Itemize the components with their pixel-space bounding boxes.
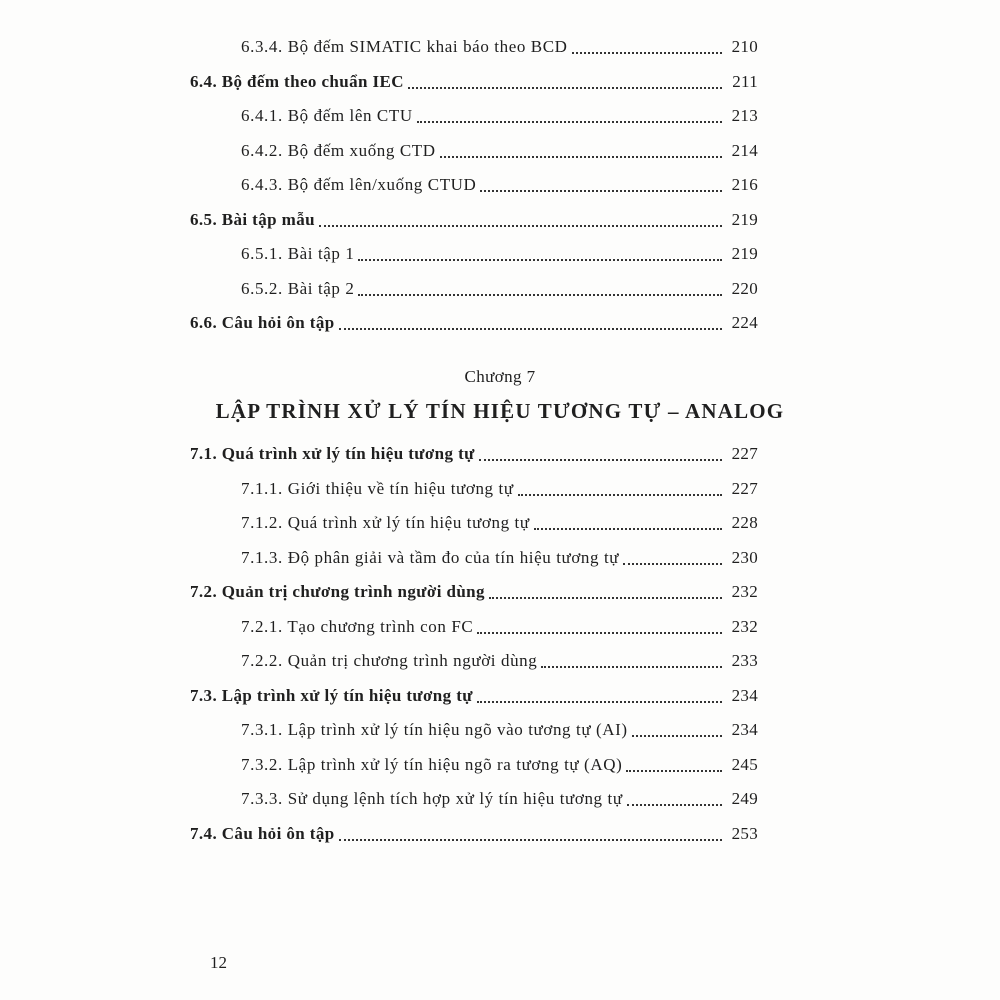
toc-entry [0, 751, 1000, 779]
toc-entry [0, 275, 1000, 303]
toc-entry-label: 7.4. Câu hỏi ôn tập [190, 823, 335, 843]
toc-entry-label: 7.3. Lập trình xử lý tín hiệu tương tự [190, 685, 473, 705]
toc-entry-label: 7.3.3. Sử dụng lệnh tích hợp xử lý tín hiệu tương tự [241, 789, 623, 808]
toc-leader-dots [480, 190, 722, 192]
toc-entry [0, 33, 1000, 61]
toc-entry-label: 6.4.1. Bộ đếm lên CTU [241, 106, 413, 125]
toc-entry-label: 7.3.1. Lập trình xử lý tín hiệu ngõ vào tương tự (AI) [241, 720, 628, 739]
toc-entry [0, 578, 1000, 606]
toc-entry-label: 7.3.2. Lập trình xử lý tín hiệu ngõ ra tương tự (AQ) [241, 754, 623, 774]
toc-entry [0, 102, 1000, 130]
toc-leader-dots [534, 528, 722, 530]
toc-entry-page: 234 [731, 720, 758, 739]
toc-leader-dots [626, 770, 722, 772]
toc-entry-label: 6.4.3. Bộ đếm lên/xuống CTUD [241, 175, 477, 194]
toc-leader-dots [440, 156, 722, 158]
page-number: 12 [210, 953, 227, 972]
toc-entry [0, 137, 1000, 165]
toc-entry [0, 716, 1000, 744]
toc-entry [0, 440, 1000, 468]
toc-entry-label: 6.3.4. Bộ đếm SIMATIC khai báo theo BCD [241, 37, 568, 56]
toc-entry-page: 234 [731, 685, 758, 705]
toc-leader-dots [417, 121, 722, 123]
toc-leader-dots [408, 87, 722, 89]
toc-leader-dots [358, 259, 722, 261]
toc-leader-dots [479, 459, 722, 461]
toc-entry [0, 206, 1000, 234]
toc-entry-label: 6.5.2. Bài tập 2 [241, 278, 355, 298]
toc-entry-page: 233 [731, 651, 758, 670]
toc-entry-label: 6.5. Bài tập mẫu [190, 209, 315, 229]
toc-leader-dots [623, 563, 722, 565]
toc-leader-dots [477, 632, 722, 634]
toc-entry-page: 227 [731, 444, 758, 463]
chapter-title: LẬP TRÌNH XỬ LÝ TÍN HIỆU TƯƠNG TỰ – ANALOG [215, 399, 785, 423]
toc-entry-label: 7.2. Quản trị chương trình người dùng [190, 582, 485, 601]
toc-entry-page: 219 [731, 209, 758, 229]
toc-leader-dots [339, 328, 722, 330]
toc-leader-dots [339, 839, 722, 841]
toc-leader-dots [358, 294, 722, 296]
toc-leader-dots [518, 494, 722, 496]
toc-entry [0, 613, 1000, 641]
toc-leader-dots [541, 666, 722, 668]
toc-entry-page: 211 [732, 71, 758, 91]
toc-entry [0, 475, 1000, 503]
toc-entry-page: 210 [731, 37, 758, 56]
toc-entry-page: 220 [731, 278, 758, 298]
toc-entry-label: 7.2.1. Tạo chương trình con FC [241, 616, 474, 636]
toc-entry-label: 6.5.1. Bài tập 1 [241, 244, 355, 263]
toc-entry [0, 309, 1000, 337]
toc-entry-label: 7.1. Quá trình xử lý tín hiệu tương tự [190, 444, 475, 463]
toc-entry-label: 6.6. Câu hỏi ôn tập [190, 313, 335, 332]
toc-entry-label: 7.1.3. Độ phân giải và tầm đo của tín hiệu tương tự [241, 547, 620, 567]
toc-entry-page: 253 [731, 823, 758, 843]
toc-entry-page: 232 [731, 616, 758, 636]
chapter-label: Chương 7 [464, 367, 536, 386]
toc-entry [0, 682, 1000, 710]
toc-leader-dots [319, 225, 722, 227]
toc-entry-page: 249 [731, 789, 758, 808]
toc-entry-page: 219 [731, 244, 758, 263]
toc-leader-dots [572, 52, 722, 54]
toc-entry-page: 232 [731, 582, 758, 601]
toc-entry-page: 230 [731, 547, 758, 567]
toc-entry-label: 7.2.2. Quản trị chương trình người dùng [241, 651, 538, 670]
toc-entry [0, 240, 1000, 268]
toc-entry-label: 6.4.2. Bộ đếm xuống CTD [241, 140, 436, 160]
toc-entry-page: 227 [731, 478, 758, 498]
toc-leader-dots [477, 701, 722, 703]
toc-entry-page: 214 [731, 140, 758, 160]
toc-entry [0, 647, 1000, 675]
toc-entry-page: 213 [731, 106, 758, 125]
toc-entry-page: 224 [731, 313, 758, 332]
toc-entry-label: 7.1.1. Giới thiệu về tín hiệu tương tự [241, 478, 514, 498]
toc-leader-dots [632, 735, 722, 737]
toc-entry-page: 216 [731, 175, 758, 194]
toc-entry-label: 6.4. Bộ đếm theo chuẩn IEC [190, 71, 404, 91]
toc-entry [0, 68, 1000, 96]
toc-entry [0, 509, 1000, 537]
toc-entry-page: 228 [731, 513, 758, 532]
toc-leader-dots [627, 804, 722, 806]
toc-leader-dots [489, 597, 722, 599]
toc-entry-label: 7.1.2. Quá trình xử lý tín hiệu tương tự [241, 513, 530, 532]
toc-entry [0, 544, 1000, 572]
toc-entry [0, 820, 1000, 848]
toc-entry [0, 785, 1000, 813]
toc-entry-page: 245 [731, 754, 758, 774]
toc-entry [0, 171, 1000, 199]
